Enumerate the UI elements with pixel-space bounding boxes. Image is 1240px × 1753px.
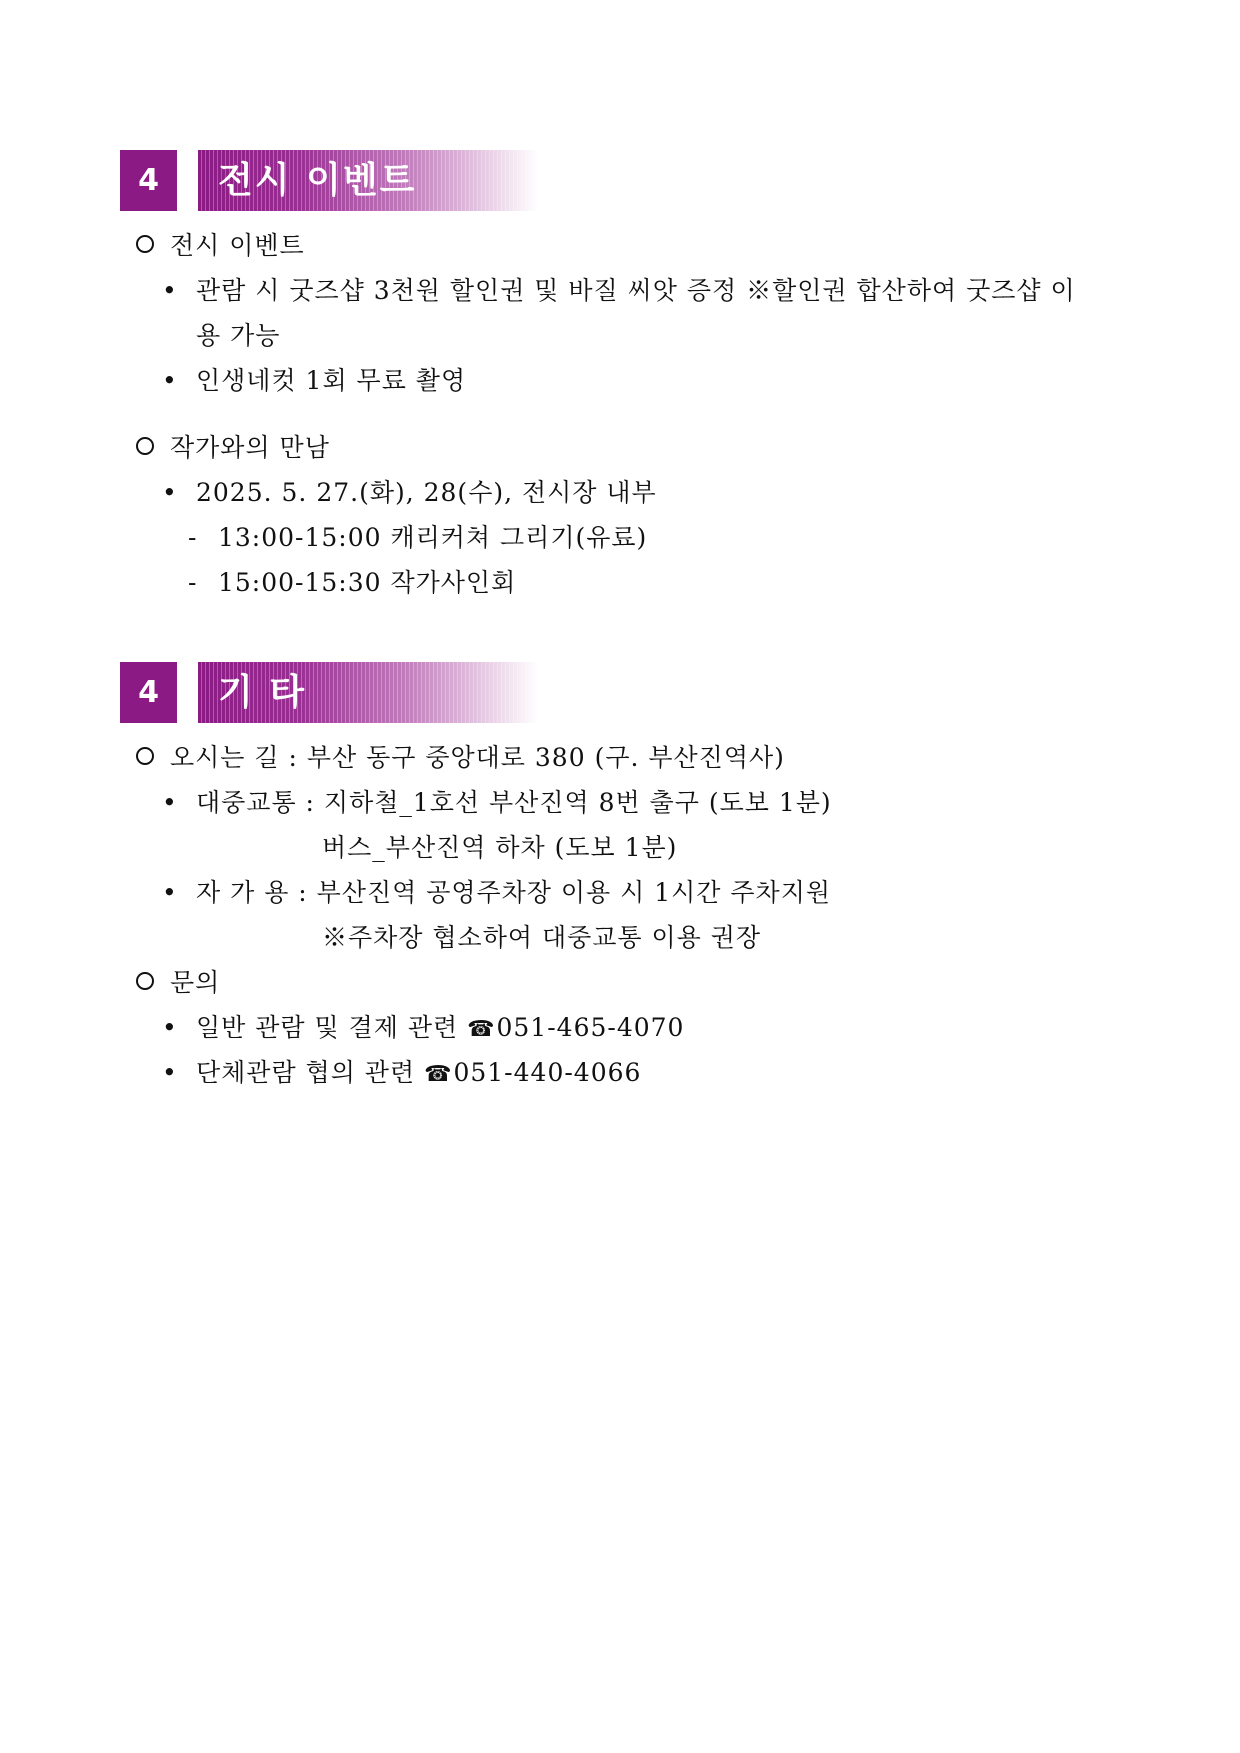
inquiry-general-label: 일반 관람 및 결제 관련 xyxy=(196,1013,459,1042)
section-number: 4 xyxy=(120,150,177,211)
section-title-bar xyxy=(198,150,538,211)
event-bullet-1-cont: 용 가능 xyxy=(196,321,281,350)
meet-bullet-1: 2025. 5. 27.(화), 28(수), 전시장 내부 xyxy=(196,478,657,507)
meet-sub-2-text: 15:00-15:30 작가사인회 xyxy=(218,568,517,597)
dash-mark: - xyxy=(188,568,198,597)
phone-icon: ☎ xyxy=(424,1062,453,1087)
transit-line-2: 버스_부산진역 하차 (도보 1분) xyxy=(322,833,678,862)
meet-sub-2 xyxy=(188,566,516,600)
inquiry-group xyxy=(196,1056,641,1092)
event-bullet-2: 인생네컷 1회 무료 촬영 xyxy=(196,366,467,395)
inquiry-heading xyxy=(136,966,220,1000)
bullet-icon: • xyxy=(162,1058,177,1087)
circle-bullet-icon xyxy=(136,972,154,990)
car-line-2: ※주차장 협소하여 대중교통 이용 권장 xyxy=(322,923,762,952)
bullet-icon: • xyxy=(162,366,177,395)
circle-bullet-icon xyxy=(136,747,154,765)
section-header-event xyxy=(120,150,540,211)
section-number: 4 xyxy=(120,662,177,723)
meet-heading xyxy=(136,431,330,465)
bullet-icon: • xyxy=(162,788,177,817)
section-title: 전시 이벤트 xyxy=(218,160,417,201)
inquiry-heading-text: 문의 xyxy=(170,968,221,997)
section-header-etc xyxy=(120,662,540,723)
dash-mark: - xyxy=(188,523,198,552)
meet-heading-text: 작가와의 만남 xyxy=(170,433,330,462)
meet-sub-1 xyxy=(188,521,647,555)
directions-heading xyxy=(136,741,785,775)
circle-bullet-icon xyxy=(136,235,154,253)
circle-bullet-icon xyxy=(136,437,154,455)
event-heading xyxy=(136,229,305,263)
inquiry-group-phone: 051-440-4066 xyxy=(453,1058,642,1087)
section-title-bar xyxy=(198,662,538,723)
bullet-icon: • xyxy=(162,878,177,907)
transit-line-1: 대중교통 : 지하철_1호선 부산진역 8번 출구 (도보 1분) xyxy=(196,788,832,817)
event-bullet-1: 관람 시 굿즈샵 3천원 할인권 및 바질 씨앗 증정 ※할인권 합산하여 굿즈샵 이 xyxy=(196,276,1076,305)
event-heading-text: 전시 이벤트 xyxy=(170,231,305,260)
section-title: 기 타 xyxy=(218,672,307,713)
inquiry-general-phone: 051-465-4070 xyxy=(496,1013,685,1042)
bullet-icon: • xyxy=(162,478,177,507)
meet-sub-1-text: 13:00-15:00 캐리커쳐 그리기(유료) xyxy=(218,523,648,552)
inquiry-general xyxy=(196,1011,684,1047)
car-line-1: 자 가 용 : 부산진역 공영주차장 이용 시 1시간 주차지원 xyxy=(196,878,832,907)
inquiry-group-label: 단체관람 협의 관련 xyxy=(196,1058,416,1087)
phone-icon: ☎ xyxy=(467,1017,496,1042)
directions-heading-text: 오시는 길 : 부산 동구 중앙대로 380 (구. 부산진역사) xyxy=(170,743,785,772)
bullet-icon: • xyxy=(162,276,177,305)
bullet-icon: • xyxy=(162,1013,177,1042)
